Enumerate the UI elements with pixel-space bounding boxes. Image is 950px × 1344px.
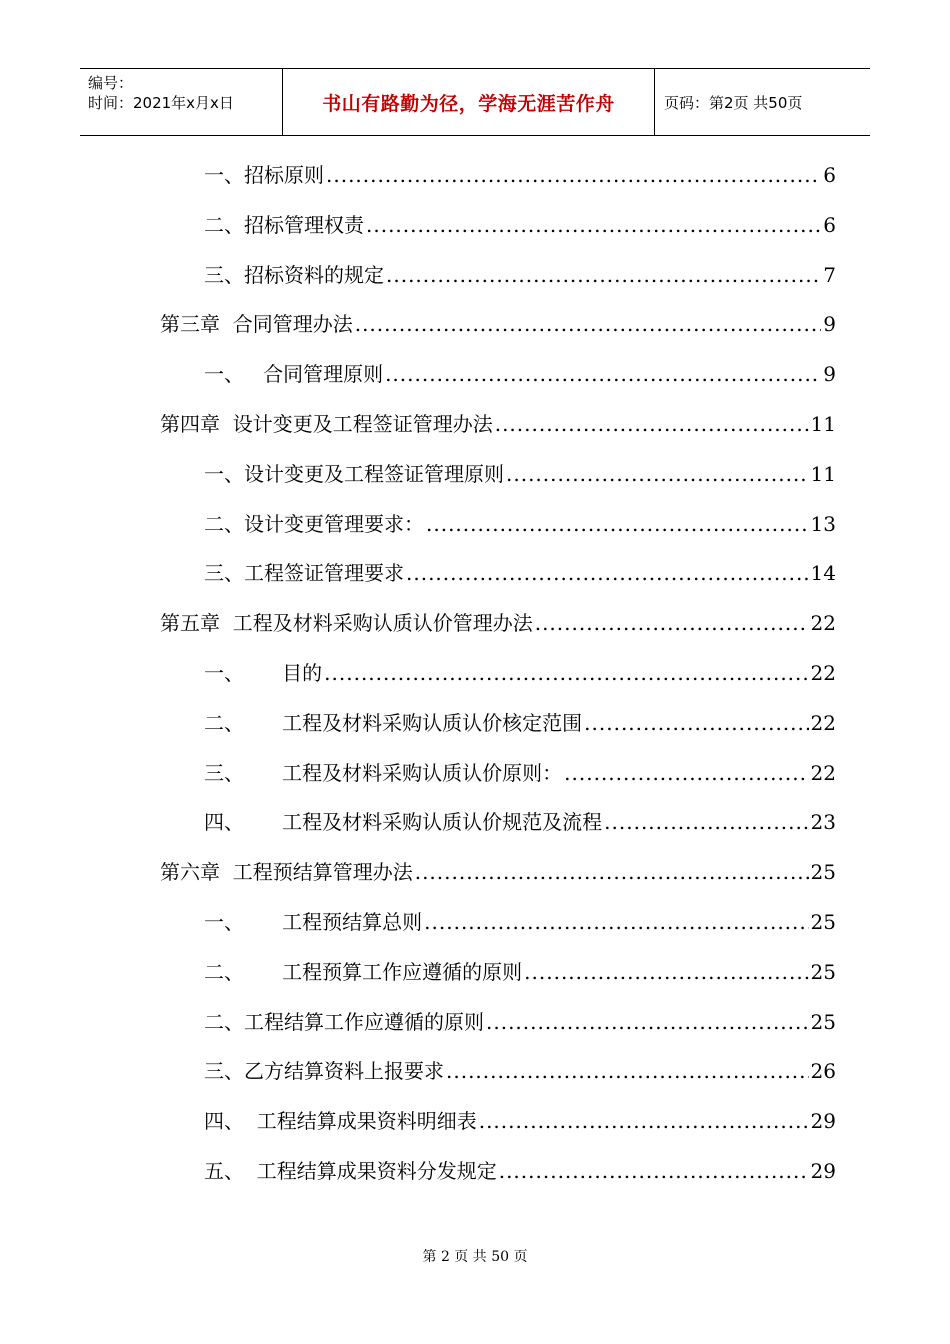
toc-entry-title: 二、设计变更管理要求： (204, 511, 424, 536)
page-header (80, 68, 870, 136)
toc-entry-page: 26 (810, 1059, 836, 1084)
toc-entry-page: 13 (810, 511, 836, 536)
toc-entry[interactable] (204, 210, 836, 240)
toc-entry-page: 9 (823, 312, 836, 337)
header-meta (80, 69, 282, 135)
toc-entry[interactable] (204, 160, 836, 190)
toc-dot-leader (406, 558, 809, 588)
toc-entry-title: 四、 工程及材料采购认质认价规范及流程 (204, 810, 603, 835)
toc-dot-leader (366, 210, 821, 240)
toc-dot-leader (426, 509, 809, 539)
toc-entry-title: 五、 工程结算成果资料分发规定 (204, 1159, 497, 1183)
toc-entry[interactable] (204, 907, 836, 937)
toc-entry[interactable] (160, 857, 836, 887)
toc-entry-page: 25 (810, 910, 836, 934)
toc-entry-title: 一、 工程预结算总则 (204, 910, 423, 934)
toc-entry-title: 第六章 工程预结算管理办法 (160, 860, 413, 885)
toc-entry[interactable] (204, 1007, 836, 1037)
toc-entry[interactable] (204, 459, 836, 489)
toc-entry-page: 22 (810, 710, 836, 735)
toc-entry-page: 7 (823, 262, 836, 287)
toc-entry[interactable] (204, 758, 836, 788)
toc-entry-page: 6 (823, 163, 836, 187)
toc-entry[interactable] (204, 1056, 836, 1086)
toc-entry[interactable] (204, 359, 836, 389)
toc-dot-leader (446, 1056, 809, 1086)
header-page-info (655, 69, 870, 135)
toc-entry-page: 25 (810, 860, 836, 885)
toc-entry[interactable] (204, 558, 836, 588)
toc-entry-page: 25 (810, 959, 836, 984)
toc-entry-title: 四、 工程结算成果资料明细表 (204, 1109, 477, 1134)
toc-entry-title: 二、招标管理权责 (204, 212, 364, 237)
toc-entry[interactable] (204, 509, 836, 539)
toc-entry[interactable] (204, 1156, 836, 1186)
toc-dot-leader (499, 1156, 809, 1186)
toc-entry-title: 一、 合同管理原则 (204, 362, 384, 387)
toc-dot-leader (486, 1007, 809, 1037)
toc-entry[interactable] (160, 608, 836, 638)
toc-entry[interactable] (204, 807, 836, 837)
toc-entry-page: 9 (823, 362, 836, 387)
page-footer (0, 1246, 950, 1266)
toc-entry-title: 三、工程签证管理要求 (204, 561, 404, 586)
toc-dot-leader (386, 260, 821, 290)
header-motto (282, 69, 655, 135)
toc-entry[interactable] (160, 409, 836, 439)
toc-dot-leader (385, 359, 821, 389)
toc-entry-title: 二、 工程及材料采购认质认价核定范围 (204, 710, 583, 735)
toc-entry-page: 22 (810, 611, 836, 636)
header-page-info-text: 页码：第2页 共50页 (664, 93, 803, 112)
toc-entry-title: 二、工程结算工作应遵循的原则 (204, 1009, 484, 1034)
toc-dot-leader (495, 409, 809, 439)
toc-entry-title: 第四章 设计变更及工程签证管理办法 (160, 412, 493, 436)
toc-entry[interactable] (204, 708, 836, 738)
toc-dot-leader (535, 608, 809, 638)
toc-dot-leader (479, 1106, 809, 1136)
toc-dot-leader (506, 459, 809, 489)
footer-page-number: 第 2 页 共 50 页 (422, 1249, 528, 1265)
toc-dot-leader (415, 857, 809, 887)
toc-entry[interactable] (204, 658, 836, 688)
toc-dot-leader (424, 907, 808, 937)
toc-entry-page: 6 (823, 212, 836, 237)
toc-entry-title: 第五章 工程及材料采购认质认价管理办法 (160, 611, 533, 636)
toc-dot-leader (326, 160, 821, 190)
toc-entry-title: 第三章 合同管理办法 (160, 312, 353, 337)
toc-entry-page: 23 (810, 810, 836, 835)
toc-entry-page: 29 (810, 1109, 836, 1134)
header-motto-text: 书山有路勤为径，学海无涯苦作舟 (322, 92, 615, 115)
toc-dot-leader (524, 957, 808, 987)
toc-entry-title: 三、招标资料的规定 (204, 262, 384, 287)
toc-entry-title: 二、 工程预算工作应遵循的原则 (204, 959, 523, 984)
toc-entry[interactable] (204, 1106, 836, 1136)
header-time-label: 时间：2021年x月x日 (88, 94, 234, 112)
toc-entry-page: 11 (810, 461, 836, 486)
toc-entry-page: 22 (810, 760, 836, 785)
toc-entry-page: 14 (810, 561, 836, 586)
toc-entry[interactable] (204, 260, 836, 290)
toc-entry-page: 22 (810, 661, 836, 685)
toc-entry-page: 25 (810, 1009, 836, 1034)
toc-entry-title: 一、 目的 (204, 661, 323, 685)
toc-dot-leader (324, 658, 808, 688)
toc-entry-title: 一、设计变更及工程签证管理原则 (204, 461, 504, 486)
toc-entry[interactable] (204, 957, 836, 987)
toc-dot-leader (584, 708, 808, 738)
toc-entry-page: 11 (810, 412, 836, 436)
toc-entry-title: 一、招标原则 (204, 163, 324, 187)
toc-entry-page: 29 (810, 1159, 836, 1183)
toc-entry-title: 三、乙方结算资料上报要求 (204, 1059, 444, 1084)
toc-dot-leader (355, 309, 822, 339)
toc-dot-leader (564, 758, 808, 788)
header-number-label: 编号： (88, 74, 134, 92)
toc-entry-title: 三、 工程及材料采购认质认价原则： (204, 760, 563, 785)
toc-dot-leader (604, 807, 808, 837)
toc-entry[interactable] (160, 309, 836, 339)
